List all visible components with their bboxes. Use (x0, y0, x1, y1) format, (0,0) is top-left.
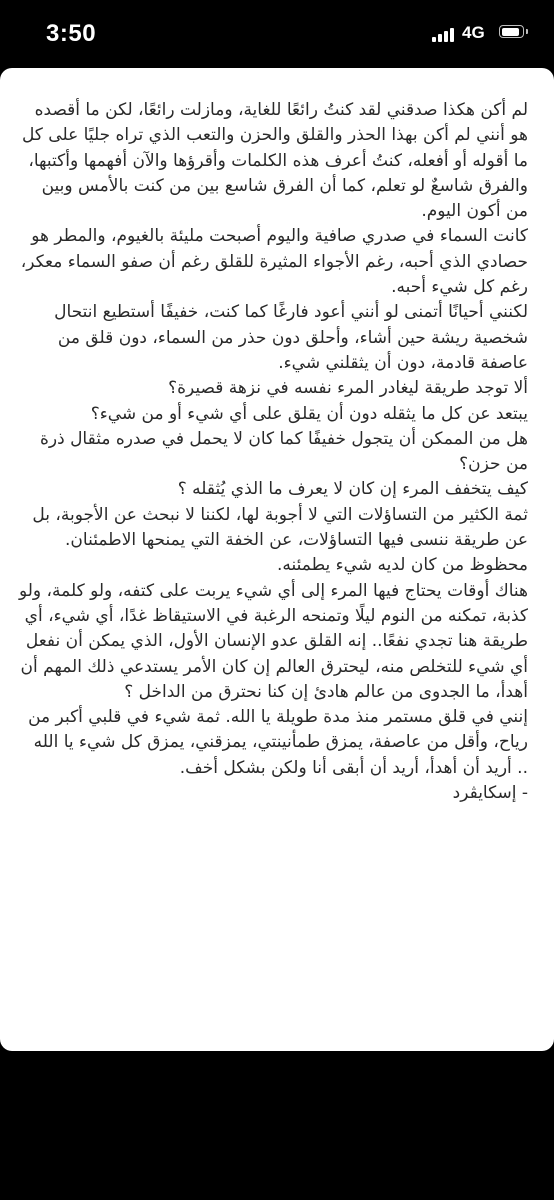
signal-bar (444, 31, 448, 42)
note-paragraph: هل من الممكن أن يتجول خفيفًا كما كان لا يحمل في صدره مثقال ذرة من حزن؟ (39, 428, 528, 475)
note-paragraph: ثمة الكثير من التساؤلات التي لا أجوبة لها، لكننا لا نبحث عن الأجوبة، بل عن طريقة ننسى فيها التساؤلات، عن الخفة التي يمنحها الاطمئنان. محظوظ من كان لديه شيء يطمئنه. (32, 504, 528, 576)
note-text (18, 98, 528, 806)
battery-cap (526, 29, 528, 34)
status-time: 3:50 (46, 20, 97, 47)
signal-bar (450, 28, 454, 42)
signal-bar (432, 37, 436, 42)
note-paragraph: كيف يتخفف المرء إن كان لا يعرف ما الذي يُثقله ؟ (177, 479, 528, 500)
cellular-signal-icon (432, 26, 456, 42)
status-bar (0, 0, 554, 68)
network-type: 4G (462, 23, 485, 42)
note-paragraph: كانت السماء في صدري صافية واليوم أصبحت مليئة بالغيوم، والمطر هو حصادي الذي أحبه، رغم الأجواء المثيرة للقلق رغم أن صفو السماء معكر، رغم كل شيء أحبه. (20, 226, 528, 298)
note-paragraph: إنني في قلق مستمر منذ مدة طويلة يا الله. ثمة شيء في قلبي أكبر من رياح، وأقل من عاصفة، يمزق طمأنينتي، يمزقني، يمزق كل شيء يا الله .. أريد أن أهدأ، أريد أن أبقى أنا ولكن بشكل أخف. (28, 707, 528, 778)
note-paragraph: - إسكايڤرد (452, 783, 528, 804)
note-paragraph: لم أكن هكذا صدقني لقد كنتُ رائعًا للغاية، ومازلت رائعًا، لكن ما أقصده هو أنني لم أكن بهذا الحذر والقلق والحزن والتعب الذي تراه جليًا على كل ما أقوله أو أفعله، كنتُ أعرف هذه الكلمات وأقرؤها والآن أفهمها وأكتبها، والفرق شاسعٌ لو تعلم، كما أن الفرق شاسع بين من كنت بالأمس وبين من أكون اليوم. (21, 100, 528, 222)
battery-level (502, 28, 519, 36)
note-paragraph: لكنني أحيانًا أتمنى لو أنني أعود فارغًا كما كنت، خفيفًا أستطيع انتحال شخصية ريشة حين أشاء، وأحلق دون حذر من السماء، دون قلق من عاصفة قادمة، دون أن يثقلني شيء. (54, 302, 528, 373)
note-paragraph: يبتعد عن كل ما يثقله دون أن يقلق على أي شيء أو من شيء؟ (90, 403, 528, 424)
signal-bar (438, 34, 442, 42)
battery-icon (499, 25, 524, 38)
note-paragraph: ألا توجد طريقة ليغادر المرء نفسه في نزهة قصيرة؟ (168, 378, 528, 399)
note-paragraph: هناك أوقات يحتاج فيها المرء إلى أي شيء يربت على كتفه، ولو كلمة، ولو كذبة، تمكنه من النوم ليلًا وتمنحه الرغبة في الاستيقاظ غدًا، أي شيء، أي طريقة هنا تجدي نفعًا.. إنه القلق عدو الإنسان الأول، الذي يمكن أن نفعل أي شيء للتخلص منه، ليحترق العالم إن كان الأمر يستدعي ذلك المهم أن أهدأ، ما الجدوى من عالم هادئ إن كنا نحترق من الداخل ؟ (18, 580, 528, 702)
